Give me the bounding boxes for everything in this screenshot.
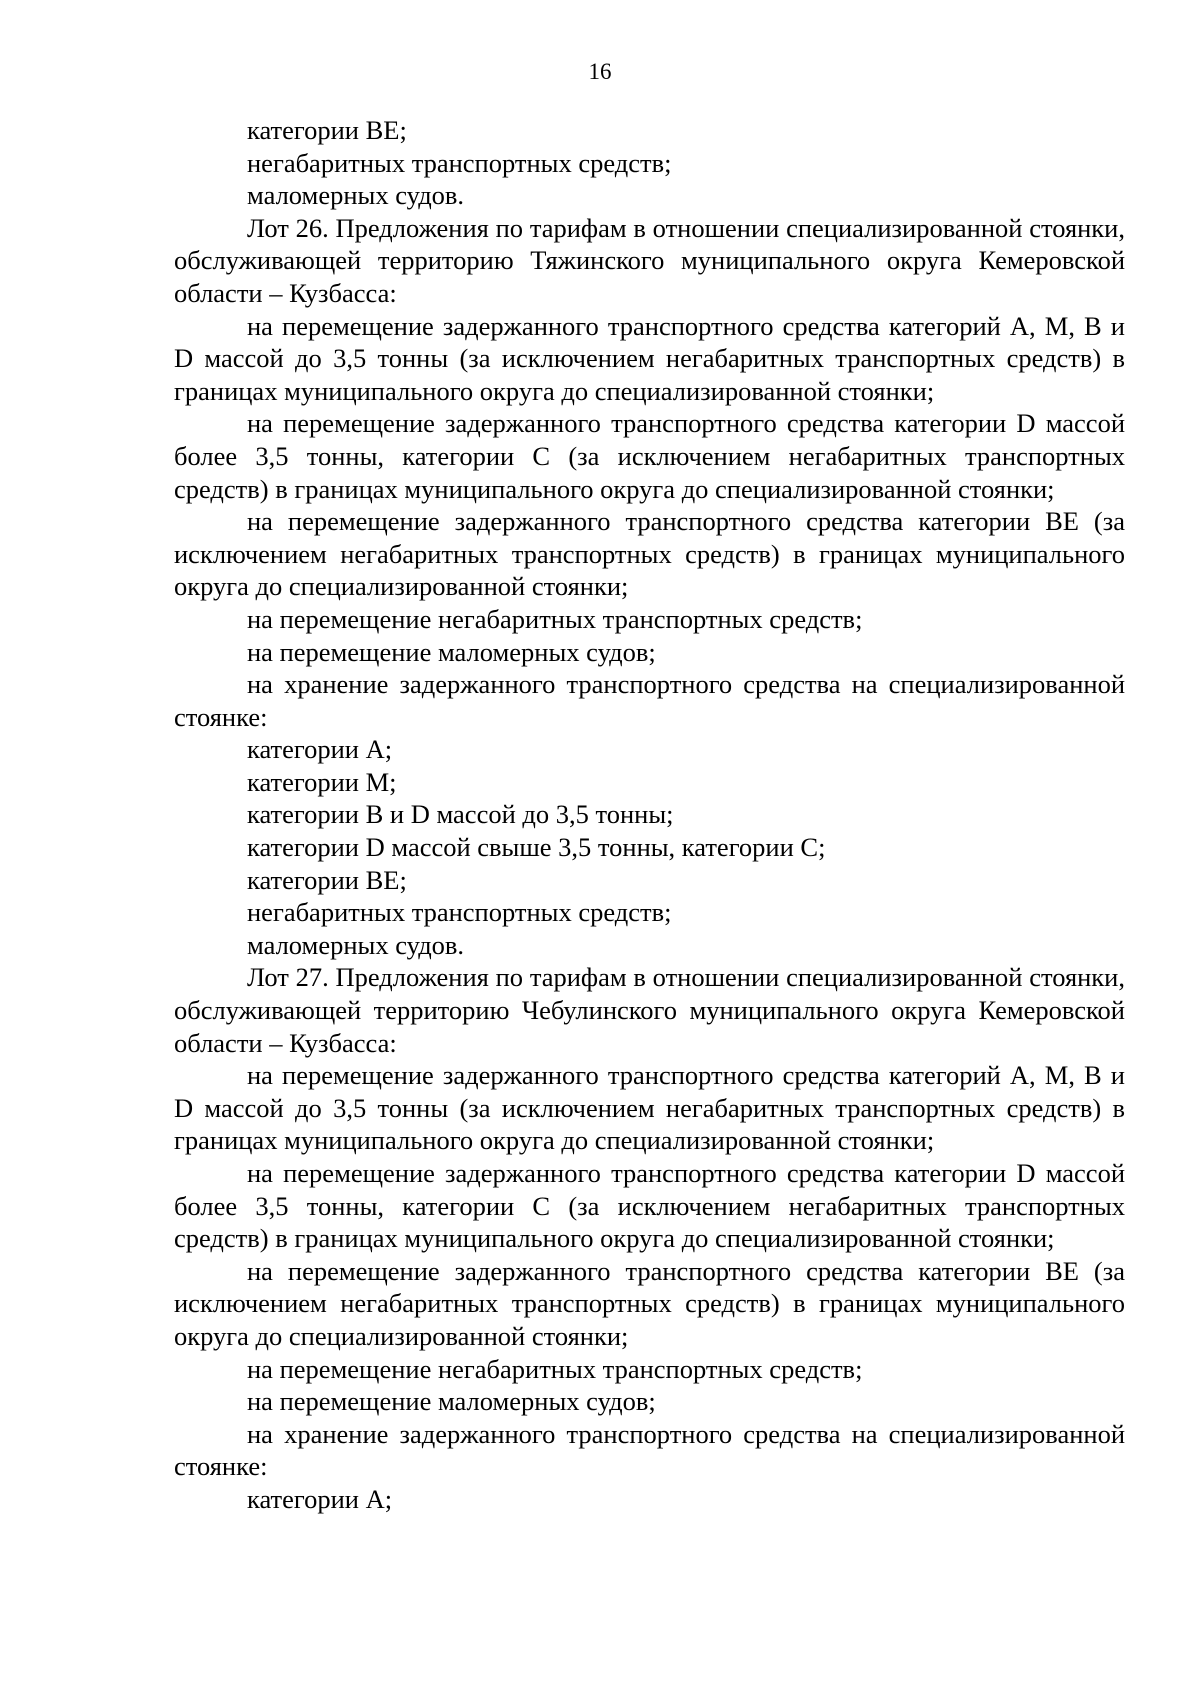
paragraph-small-vessels: маломерных судов. (247, 180, 465, 211)
paragraph-lot-26-move-dc: на перемещение задержанного транспортного средства категории D массой более 3,5 тонны, категории С (за исключением негабаритных транспортных средств) в границах муниципального округа до специализированной стоянки; (174, 408, 1125, 504)
paragraph-lot-26-move-vessels: на перемещение маломерных судов; (247, 636, 656, 667)
paragraph-lot-27-category-a: категории А; (247, 1483, 393, 1514)
paragraph-lot-26-category-m: категории М; (247, 766, 397, 797)
paragraph-lot-27-heading: Лот 27. Предложения по тарифам в отношении специализированной стоянки, обслуживающей территорию Чебулинского муниципального округа Кемеровской области – Кузбасса: (174, 962, 1125, 1058)
paragraph-lot-26-move-be: на перемещение задержанного транспортного средства категории ВЕ (за исключением негабаритных транспортных средств) в границах муниципального округа до специализированной стоянки; (174, 506, 1125, 602)
paragraph-lot-27-storage: на хранение задержанного транспортного средства на специализированной стоянке: (174, 1418, 1125, 1482)
document-body (174, 114, 1125, 1516)
paragraph-lot-27-move-amd: на перемещение задержанного транспортного средства категорий А, М, В и D массой до 3,5 тонны (за исключением негабаритных транспортных средств) в границах муниципального округа до специализированной стоянки; (174, 1060, 1125, 1156)
paragraph-lot-27-move-be: на перемещение задержанного транспортного средства категории ВЕ (за исключением негабаритных транспортных средств) в границах муниципального округа до специализированной стоянки; (174, 1255, 1125, 1351)
paragraph-lot-26-category-be: категории ВЕ; (247, 864, 407, 895)
paragraph-oversized-vehicles: негабаритных транспортных средств; (247, 147, 672, 178)
paragraph-lot-26-category-a: категории А; (247, 734, 393, 765)
page-number: 16 (588, 59, 612, 84)
paragraph-lot-26-category-dc: категории D массой свыше 3,5 тонны, категории С; (247, 832, 826, 863)
paragraph-lot-27-move-dc: на перемещение задержанного транспортного средства категории D массой более 3,5 тонны, категории С (за исключением негабаритных транспортных средств) в границах муниципального округа до специализированной стоянки; (174, 1158, 1125, 1254)
paragraph-lot-26-move-oversized: на перемещение негабаритных транспортных средств; (247, 603, 863, 634)
paragraph-lot-27-move-oversized: на перемещение негабаритных транспортных средств; (247, 1353, 863, 1384)
paragraph-lot-26-oversized: негабаритных транспортных средств; (247, 897, 672, 928)
paragraph-lot-26-vessels: маломерных судов. (247, 929, 465, 960)
paragraph-category-be: категории ВЕ; (247, 115, 407, 145)
paragraph-lot-26-heading: Лот 26. Предложения по тарифам в отношении специализированной стоянки, обслуживающей территорию Тяжинского муниципального округа Кемеровской области – Кузбасса: (174, 212, 1125, 308)
paragraph-lot-27-move-vessels: на перемещение маломерных судов; (247, 1386, 656, 1417)
paragraph-lot-26-storage: на хранение задержанного транспортного средства на специализированной стоянке: (174, 669, 1125, 732)
paragraph-lot-26-move-amd: на перемещение задержанного транспортного средства категорий А, М, В и D массой до 3,5 тонны (за исключением негабаритных транспортных средств) в границах муниципального округа до специализированной стоянки; (174, 310, 1125, 406)
paragraph-lot-26-category-bd: категории В и D массой до 3,5 тонны; (247, 799, 674, 830)
